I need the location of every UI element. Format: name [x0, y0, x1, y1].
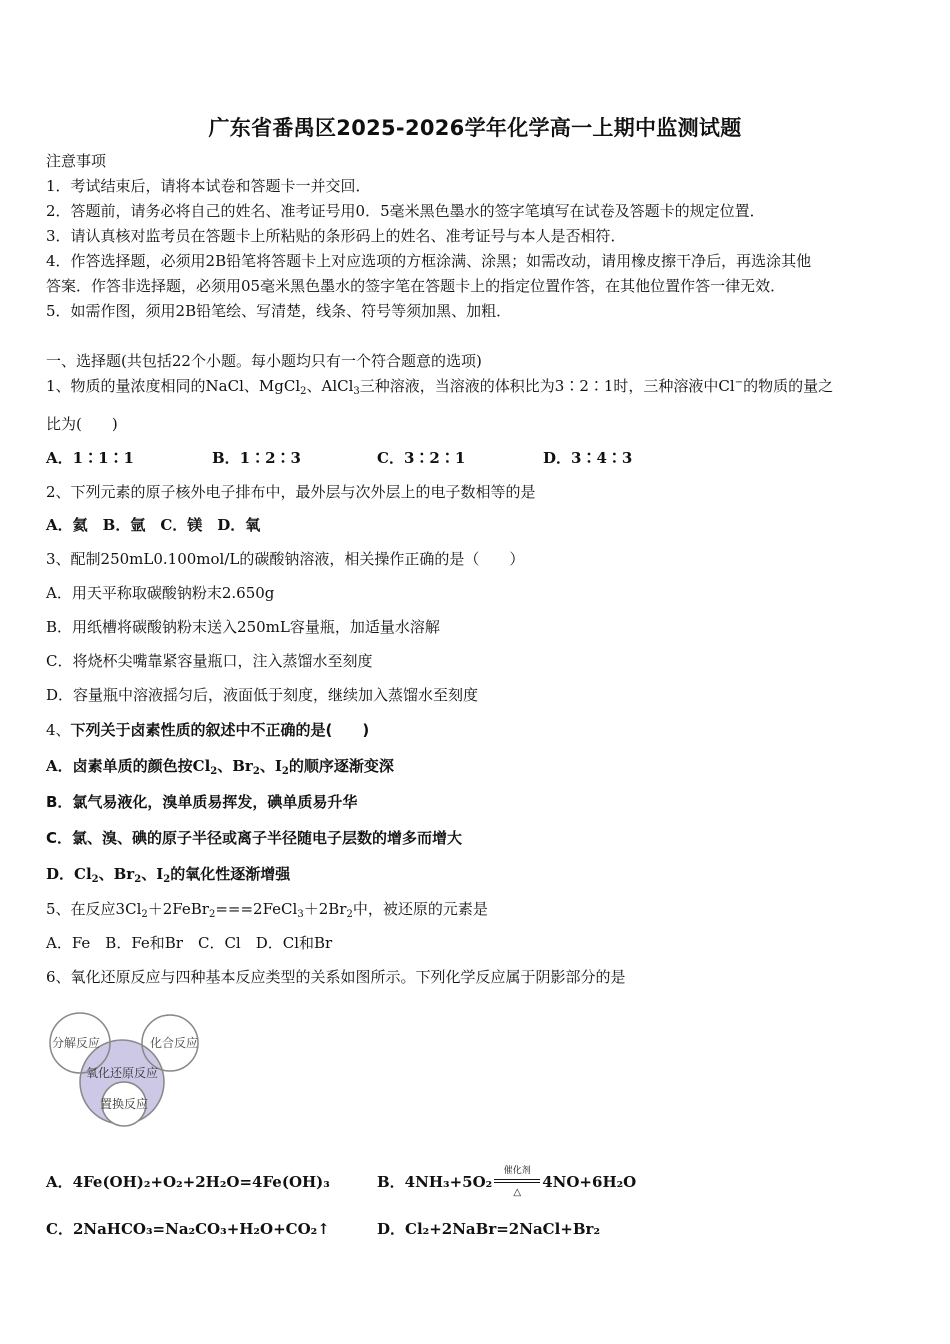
decomposition-label: 分解反应	[51, 1036, 101, 1050]
question-4-option-a: A．卤素单质的颜色按$Cl_2$、$Br_2$、$I_2$的顺序逐渐变深	[46, 757, 394, 777]
notice-heading: 注意事项	[46, 152, 107, 170]
question-5-options: A．Fe B．Fe和Br C．Cl D．Cl和Br	[46, 934, 333, 952]
question-1-option-a: A．1∶1∶1	[46, 449, 134, 467]
question-4-option-c: C．氯、溴、碘的原子半径或离子半径随电子层数的增多而增大	[46, 829, 463, 847]
question-2-stem: 2、下列元素的原子核外电子排布中，最外层与次外层上的电子数相等的是	[46, 483, 536, 501]
displacement-label: 置换反应	[99, 1097, 149, 1111]
redox-label: 氧化还原反应	[85, 1066, 159, 1080]
question-3-option-b: B．用纸槽将碳酸钠粉末送入250mL容量瓶，加适量水溶解	[46, 618, 440, 636]
question-6-option-b: B．4NH₃+5O₂ 催化剂 △ 4NO+6H₂O	[377, 1166, 637, 1198]
question-3-option-d: D．容量瓶中溶液摇匀后，液面低于刻度，继续加入蒸馏水至刻度	[46, 686, 479, 704]
question-6-option-d: D．Cl₂+2NaBr=2NaCl+Br₂	[377, 1220, 601, 1238]
notice-item: 1．考试结束后，请将本试卷和答题卡一并交回．	[46, 177, 371, 195]
section-heading: 一、选择题(共包括22个小题。每小题均只有一个符合题意的选项)	[46, 352, 482, 370]
question-1-stem-cont: 比为( )	[46, 415, 118, 433]
notice-item: 5．如需作图，须用2B铅笔绘、写清楚，线条、符号等须加黑、加粗．	[46, 302, 512, 320]
question-3-option-c: C．将烧杯尖嘴靠紧容量瓶口，注入蒸馏水至刻度	[46, 652, 373, 670]
question-4-option-b: B．氯气易液化，溴单质易挥发，碘单质易升华	[46, 793, 358, 811]
question-6-option-a: A．4Fe(OH)₂+O₂+2H₂O=4Fe(OH)₃	[46, 1173, 330, 1191]
reaction-venn-diagram	[44, 1010, 204, 1130]
question-1-stem: 1、物质的量浓度相同的NaCl、MgCl$_2$、AlCl$_3$三种溶液，当溶液的体积比为3∶2∶1时，三种溶液中Cl−的物质的量之	[46, 377, 834, 397]
question-1-option-b: B．1∶2∶3	[212, 449, 301, 467]
question-1-option-d: D．3∶4∶3	[543, 449, 633, 467]
question-6-stem: 6、氧化还原反应与四种基本反应类型的关系如图所示。下列化学反应属于阴影部分的是	[46, 968, 626, 986]
question-4-option-d: D．$Cl_2$、$Br_2$、$I_2$的氧化性逐渐增强	[46, 865, 291, 885]
question-2-options: A．氦 B．氩 C．镁 D．氧	[46, 516, 261, 534]
notice-item: 答案．作答非选择题，必须用05毫米黑色墨水的签字笔在答题卡上的指定位置作答，在其他位置作答一律无效．	[46, 277, 786, 295]
notice-item: 4．作答选择题，必须用2B铅笔将答题卡上对应选项的方框涂满、涂黑；如需改动，请用橡皮擦干净后，再选涂其他	[46, 252, 812, 270]
notice-item: 2．答题前，请务必将自己的姓名、准考证号用0．5毫米黑色墨水的签字笔填写在试卷及答题卡的规定位置．	[46, 202, 765, 220]
question-3-stem: 3、配制250mL0.100mol/L的碳酸钠溶液，相关操作正确的是（ ）	[46, 550, 525, 568]
combination-label: 化合反应	[149, 1036, 199, 1050]
question-3-option-a: A．用天平称取碳酸钠粉末2.650g	[46, 584, 275, 602]
question-4-stem: 4、下列关于卤素性质的叙述中不正确的是( )	[46, 721, 370, 739]
question-6-option-c: C．2NaHCO₃=Na₂CO₃+H₂O+CO₂↑	[46, 1220, 330, 1238]
catalyst-condition-arrow: 催化剂 △	[494, 1173, 540, 1193]
page-title: 广东省番禺区2025-2026学年化学高一上期中监测试题	[208, 116, 742, 140]
question-5-stem: 5、在反应$3Cl_2+2FeBr_2===2FeCl_3+2Br_2$中，被还原的元素是	[46, 900, 488, 920]
question-1-option-c: C．3∶2∶1	[377, 449, 466, 467]
notice-item: 3．请认真核对监考员在答题卡上所粘贴的条形码上的姓名、准考证号与本人是否相符．	[46, 227, 626, 245]
